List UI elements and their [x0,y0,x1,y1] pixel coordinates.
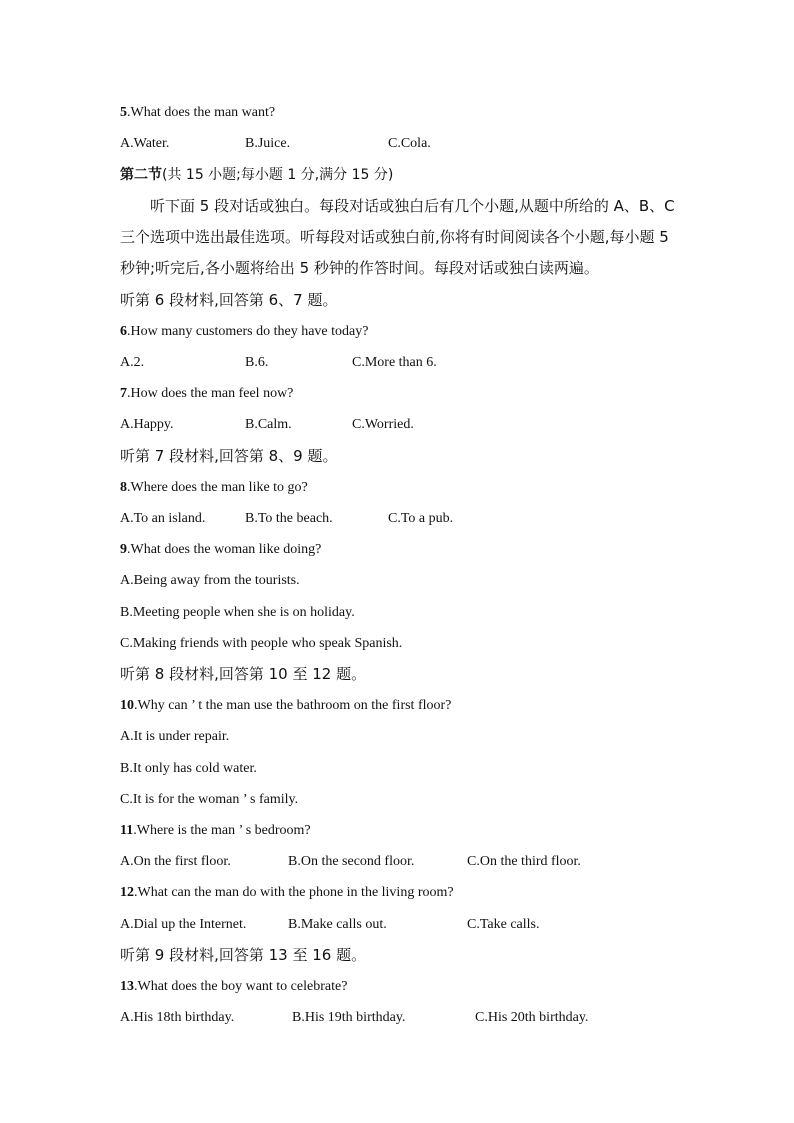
option-c: C.Worried. [352,417,414,432]
option-b: B.6. [245,355,269,370]
material-heading: 听第 6 段材料,回答第 6、7 题。 [120,291,338,309]
question-text: .What does the woman like doing? [127,542,322,557]
option-a: A.His 18th birthday. [120,1010,235,1025]
question-number: 7 [120,386,127,401]
question-number: 10 [120,698,134,713]
question-text: .What does the boy want to celebrate? [134,979,348,994]
question-5 [120,103,275,123]
option-a: A.On the first floor. [120,854,231,869]
material-heading: 听第 8 段材料,回答第 10 至 12 题。 [120,665,367,683]
question-text: .Where does the man like to go? [127,480,308,495]
question-text: .Where is the man ’ s bedroom? [133,823,311,838]
option-b: B.His 19th birthday. [292,1010,406,1025]
option-c: C.Cola. [388,136,431,151]
material-heading: 听第 7 段材料,回答第 8、9 题。 [120,447,338,465]
option-b: B.To the beach. [245,511,333,526]
question-text: .How many customers do they have today? [127,324,369,339]
option-a: A.Dial up the Internet. [120,917,247,932]
instructions-paragraph: 听下面 5 段对话或独白。每段对话或独白后有几个小题,从题中所给的 A、B、C 三个选项中选出最佳选项。听每段对话或独白前,你将有时间阅读各个小题,每小题 5 秒钟;听完后,各小题将给出 5 秒钟的作答时间。每段对话或独白读两遍。 [120,197,675,277]
option-c: C.Take calls. [467,917,540,932]
option-a: A.To an island. [120,511,206,526]
question-6 [120,322,368,342]
question-text: .How does the man feel now? [127,386,294,401]
section-header [120,165,393,185]
question-number: 9 [120,542,127,557]
question-9 [120,540,321,560]
material-heading: 听第 9 段材料,回答第 13 至 16 题。 [120,946,367,964]
option-b: B.On the second floor. [288,854,415,869]
question-8 [120,478,308,498]
option-b: B.Make calls out. [288,917,387,932]
option-b: B.Juice. [245,136,291,151]
option-b: B.Meeting people when she is on holiday. [120,605,355,620]
question-text: .What does the man want? [127,105,276,120]
question-text: .What can the man do with the phone in the living room? [134,885,454,900]
section-note: (共 15 小题;每小题 1 分,满分 15 分) [162,167,394,183]
question-number: 6 [120,324,127,339]
option-c: C.On the third floor. [467,854,581,869]
question-number: 12 [120,885,134,900]
option-c: C.More than 6. [352,355,437,370]
question-text: .Why can ’ t the man use the bathroom on the first floor? [134,698,452,713]
question-10 [120,696,451,716]
question-11 [120,821,311,841]
question-13 [120,977,347,997]
option-c: C.It is for the woman ’ s family. [120,792,299,807]
option-a: A.2. [120,355,145,370]
option-a: A.Being away from the tourists. [120,573,300,588]
option-b: B.It only has cold water. [120,761,257,776]
option-a: A.Happy. [120,417,174,432]
option-c: C.Making friends with people who speak Spanish. [120,636,403,651]
question-number: 13 [120,979,134,994]
question-7 [120,384,293,404]
option-a: A.Water. [120,136,170,151]
question-number: 11 [120,823,134,838]
option-c: C.To a pub. [388,511,454,526]
option-a: A.It is under repair. [120,729,230,744]
option-c: C.His 20th birthday. [475,1010,589,1025]
section-title: 第二节 [120,167,162,183]
question-number: 8 [120,480,127,495]
question-number: 5 [120,105,127,120]
option-b: B.Calm. [245,417,292,432]
question-12 [120,883,454,903]
